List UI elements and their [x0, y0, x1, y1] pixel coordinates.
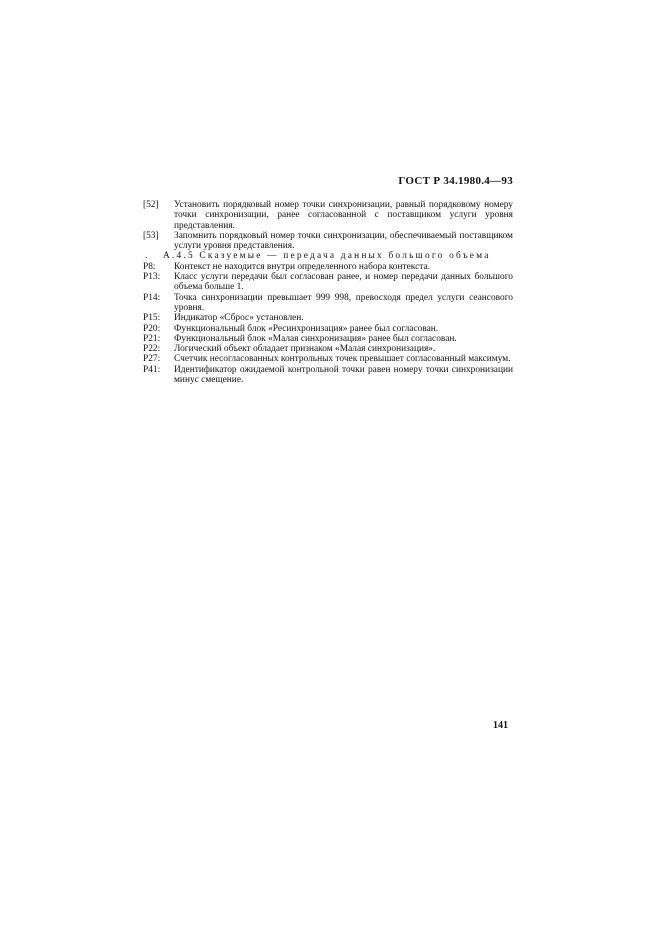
entry-code: Р21: — [143, 333, 161, 344]
entry-text: Точка синхронизации превышает 999 998, превосходя предел услуги сеансового уровня. — [174, 292, 513, 313]
entry-code: Р20: — [143, 323, 161, 334]
entry-text: Функциональный блок «Малая синхронизация» ранее был согласован. — [174, 333, 457, 344]
entry-text: Индикатор «Сброс» установлен. — [174, 313, 304, 324]
entry-code: Р13: — [143, 272, 161, 283]
predicate-entry-p13 — [143, 272, 513, 293]
section-heading — [143, 251, 513, 261]
predicate-entry-p22 — [143, 344, 513, 354]
entry-text: Логический объект обладает признаком «Малая синхронизация». — [174, 344, 436, 355]
entry-code: Р22: — [143, 344, 161, 355]
predicate-entry-p21 — [143, 334, 513, 344]
page-number: 141 — [493, 720, 508, 731]
predicate-entry-p20 — [143, 324, 513, 334]
action-entry-53 — [143, 231, 513, 252]
document-header: ГОСТ Р 34.1980.4—93 — [398, 175, 513, 187]
entry-code: Р15: — [143, 313, 161, 324]
predicate-entry-p27 — [143, 354, 513, 364]
entry-text: Счетчик несогласованных контрольных точек превышает согласованный максимум. — [174, 354, 511, 365]
entry-text: Контекст не находится внутри определенного набора контекста. — [174, 261, 430, 272]
entry-code: [52] — [143, 200, 159, 210]
entry-text: Установить порядковый номер точки синхронизации, равный порядковому номеру точки синхронизации, ранее согласованной с поставщиком услуги уровня представления. — [174, 200, 513, 231]
section-title: А.4.5 Сказуемые — передача данных большого объема — [163, 251, 491, 262]
action-entry-52 — [143, 200, 513, 231]
entry-text: Класс услуги передачи был согласован ранее, и номер передачи данных большого объема больше 1. — [174, 272, 513, 293]
predicate-entry-p8 — [143, 262, 513, 272]
entry-code: Р14: — [143, 292, 161, 303]
entry-code: Р27: — [143, 354, 161, 365]
entry-code: Р41: — [143, 364, 161, 375]
entry-text: Функциональный блок «Ресинхронизация» ранее был согласован. — [174, 323, 439, 334]
entry-code: [53] — [143, 230, 159, 241]
predicate-entry-p14 — [143, 293, 513, 314]
document-body — [143, 200, 513, 385]
predicate-entry-p15 — [143, 313, 513, 323]
predicate-entry-p41 — [143, 365, 513, 386]
entry-code: Р8: — [143, 261, 156, 272]
entry-text: Запомнить порядковый номер точки синхронизации, обеспечиваемый поставщиком услуги уровня представления. — [174, 230, 513, 252]
entry-text: Идентификатор ожидаемой контрольной точки равен номеру точки синхронизации минус смещение. — [174, 364, 513, 386]
section-dot: . — [145, 251, 148, 262]
